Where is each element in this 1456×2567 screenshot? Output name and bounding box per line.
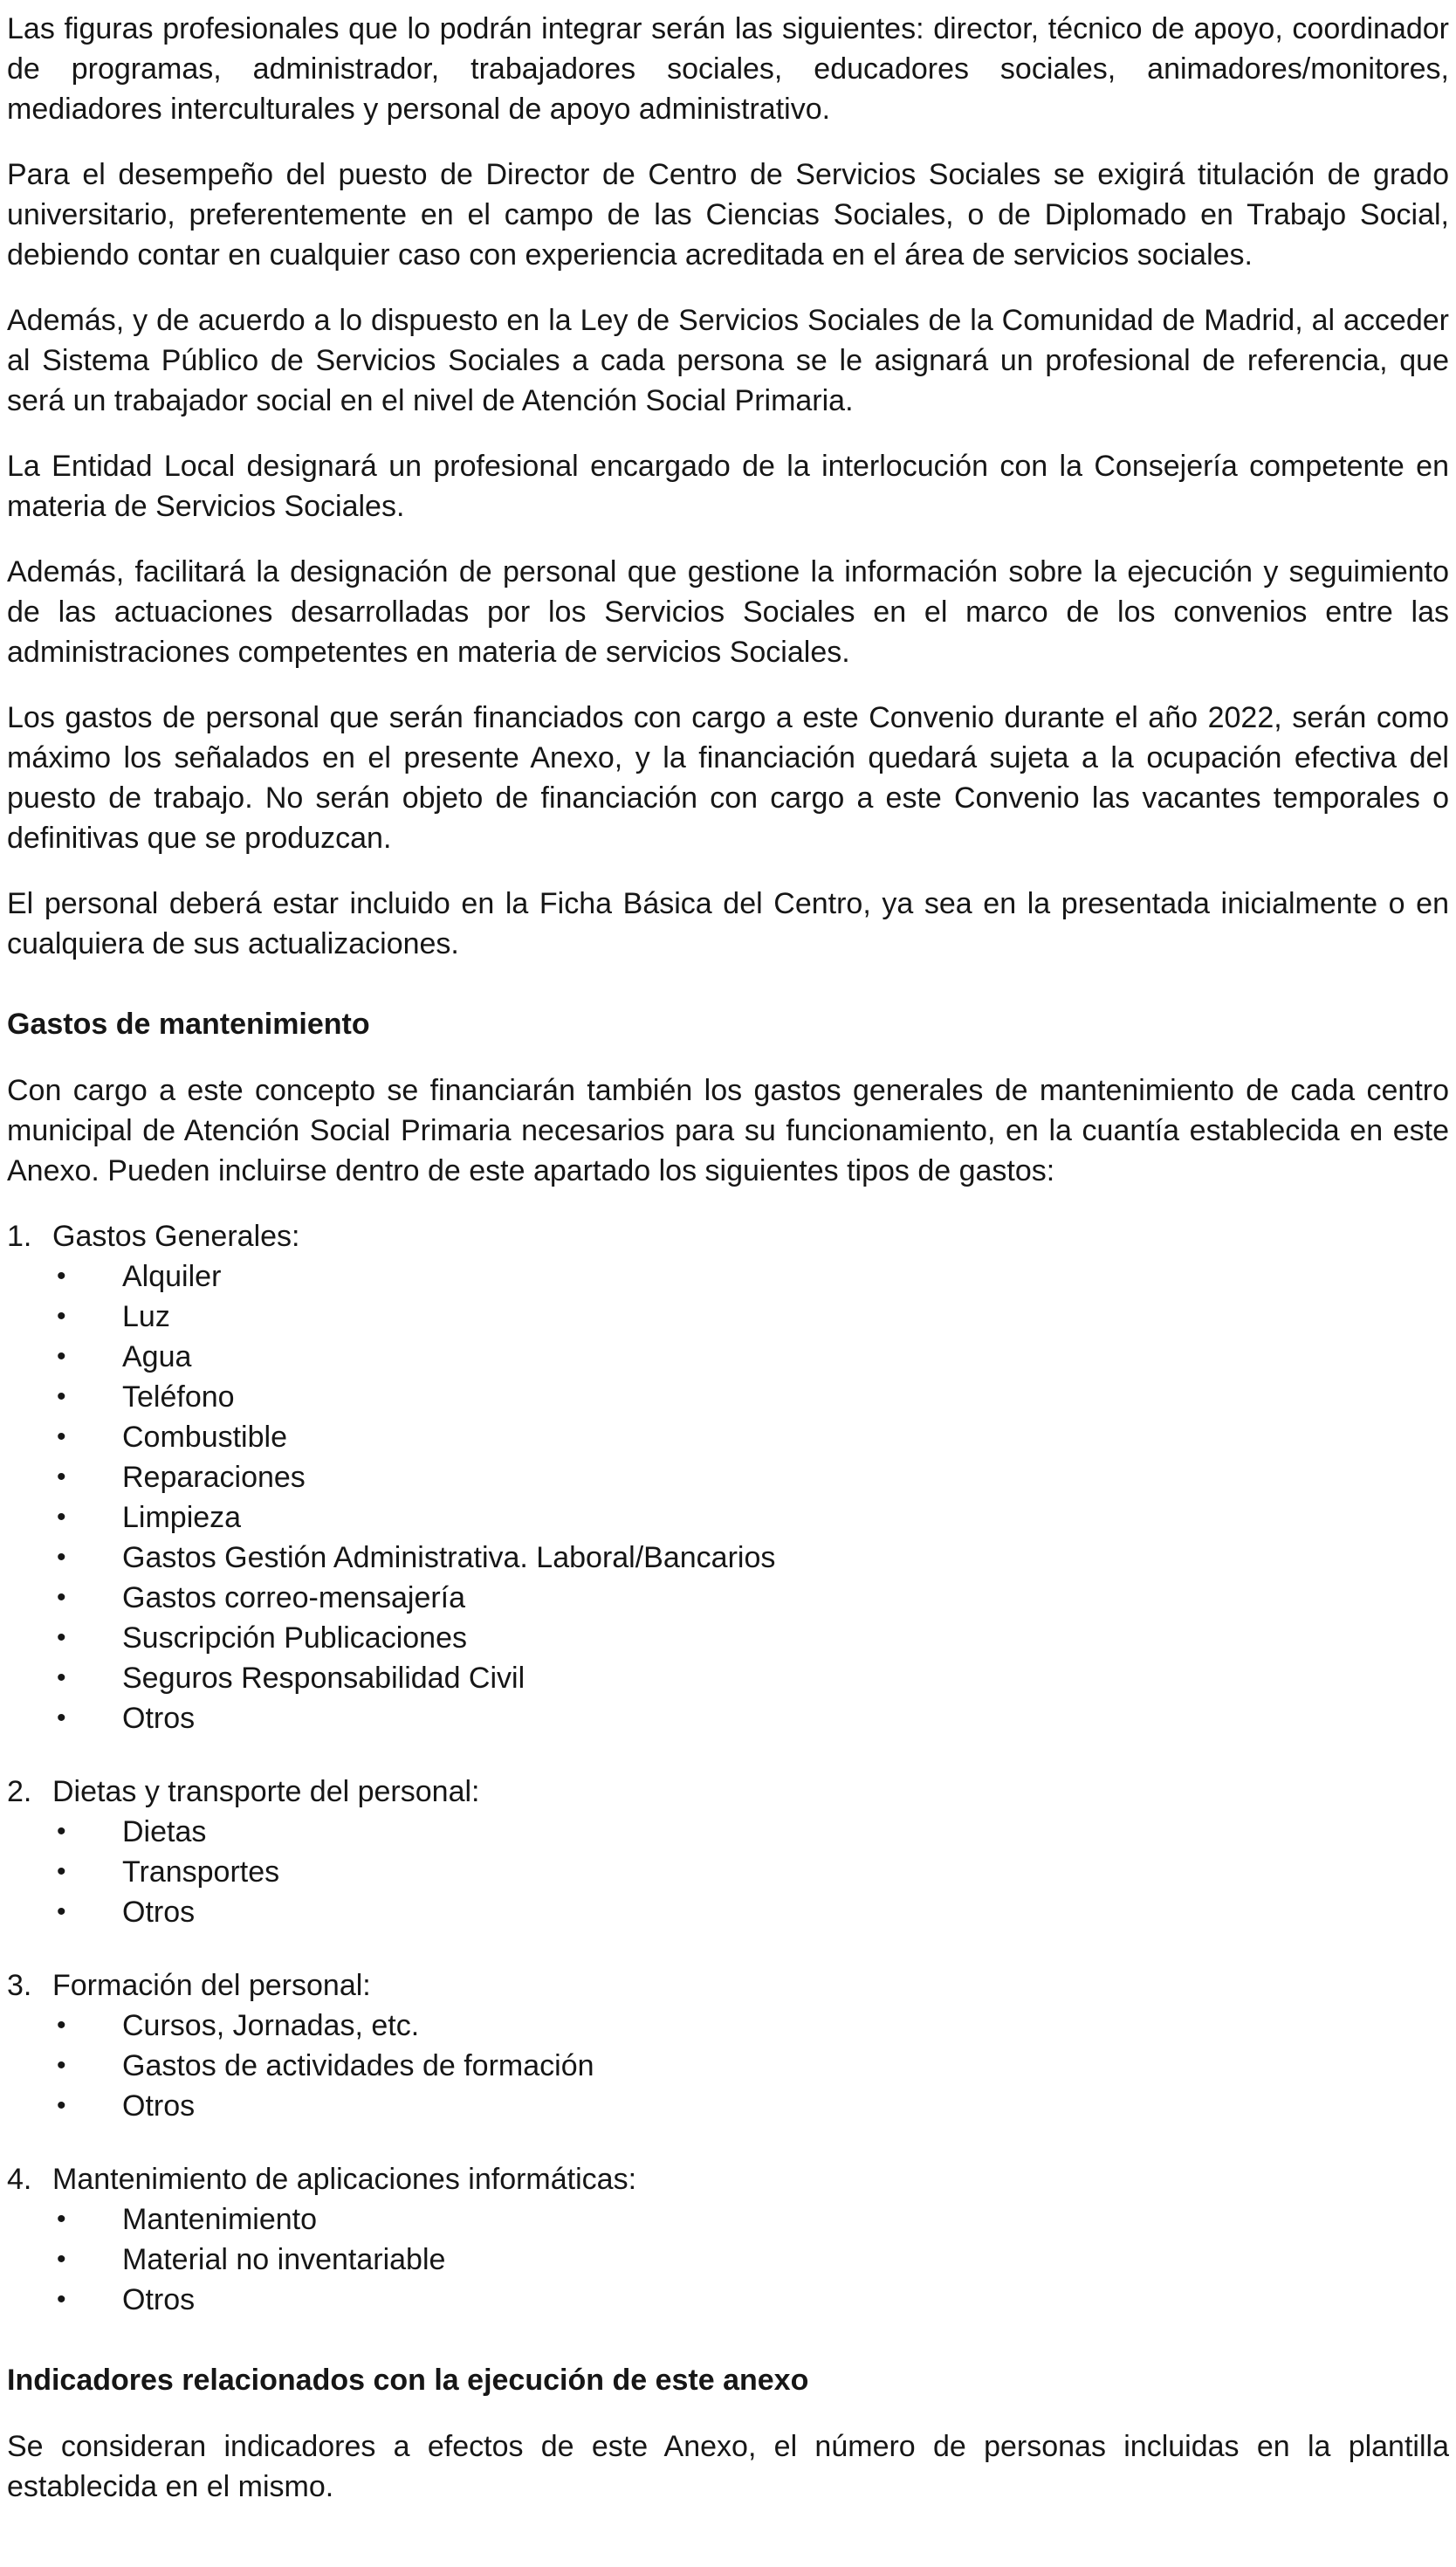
- bullet-text: Transportes: [122, 1855, 280, 1889]
- list-number: 2.: [7, 1775, 32, 1808]
- bullet-item: [57, 2280, 1449, 2320]
- bullet-text: Agua: [122, 1340, 192, 1373]
- paragraph-professional-figures: Las figuras profesionales que lo podrán integrar serán las siguientes: director, técnico de apoyo, coordinador de programas, administrador, trabajadores sociales, educadores sociales, animadores/monitores, mediadores interculturales y personal de apoyo administrativo.: [7, 12, 1449, 126]
- bullet-icon: •: [57, 1382, 66, 1411]
- bullet-item: [57, 1578, 1449, 1618]
- list-number: 4.: [7, 2163, 32, 2196]
- bullet-item: [57, 1256, 1449, 1297]
- list-label: Gastos Generales:: [52, 1220, 300, 1253]
- bullet-text: Gastos Gestión Administrativa. Laboral/Bancarios: [122, 1541, 776, 1574]
- bullet-icon: •: [57, 1897, 66, 1926]
- bullet-text: Luz: [122, 1300, 170, 1333]
- numbered-list-header: [7, 1772, 1449, 1812]
- bullet-item: [57, 1417, 1449, 1457]
- numbered-list-header: [7, 2159, 1449, 2199]
- bullet-icon: •: [57, 2205, 66, 2233]
- paragraph-reference-professional: Además, y de acuerdo a lo dispuesto en la Ley de Servicios Sociales de la Comunidad de Madrid, al acceder al Sistema Público de Servicios Sociales a cada persona se le asignará un profesional de referencia, que será un trabajador social en el nivel de Atención Social Primaria.: [7, 304, 1449, 417]
- bullet-list: [57, 2006, 1449, 2126]
- bullet-text: Otros: [122, 1702, 196, 1735]
- bullet-item: [57, 1497, 1449, 1538]
- paragraph-personnel-costs: Los gastos de personal que serán financiados con cargo a este Convenio durante el año 2022, serán como máximo los señalados en el presente Anexo, y la financiación quedará sujeta a la ocupación efectiva del puesto de trabajo. No serán objeto de financiación con cargo a este Convenio las vacantes temporales o definitivas que se produzcan.: [7, 701, 1449, 855]
- bullet-icon: •: [57, 2285, 66, 2314]
- bullet-icon: •: [57, 1623, 66, 1652]
- list-label: Formación del personal:: [52, 1969, 371, 2002]
- section-heading-gastos-mantenimiento: Gastos de mantenimiento: [7, 1008, 370, 1041]
- paragraph-ficha-basica: El personal deberá estar incluido en la Ficha Básica del Centro, ya sea en la presentada inicialmente o en cualquiera de sus actualizaciones.: [7, 887, 1449, 960]
- list-label: Mantenimiento de aplicaciones informáticas:: [52, 2163, 637, 2196]
- bullet-item: [57, 1812, 1449, 1852]
- bullet-list: [57, 2199, 1449, 2320]
- bullet-icon: •: [57, 1543, 66, 1572]
- list-number: 3.: [7, 1969, 32, 2002]
- bullet-item: [57, 2086, 1449, 2126]
- bullet-item: [57, 1658, 1449, 1698]
- numbered-list-gastos-generales: [7, 1216, 1449, 1738]
- bullet-icon: •: [57, 1342, 66, 1371]
- bullet-item: [57, 2199, 1449, 2240]
- bullet-icon: •: [57, 2245, 66, 2274]
- bullet-text: Suscripción Publicaciones: [122, 1621, 467, 1655]
- bullet-item: [57, 1892, 1449, 1932]
- bullet-text: Seguros Responsabilidad Civil: [122, 1662, 525, 1695]
- bullet-item: [57, 2046, 1449, 2086]
- paragraph-local-entity: La Entidad Local designará un profesional encargado de la interlocución con la Consejería competente en materia de Servicios Sociales.: [7, 450, 1449, 523]
- numbered-list-aplicaciones-informaticas: [7, 2159, 1449, 2320]
- bullet-text: Gastos correo-mensajería: [122, 1581, 466, 1614]
- bullet-text: Otros: [122, 2089, 196, 2123]
- bullet-icon: •: [57, 1503, 66, 1531]
- bullet-list: [57, 1812, 1449, 1932]
- bullet-icon: •: [57, 1462, 66, 1491]
- bullet-icon: •: [57, 1262, 66, 1290]
- bullet-icon: •: [57, 2011, 66, 2040]
- bullet-text: Cursos, Jornadas, etc.: [122, 2009, 420, 2042]
- bullet-text: Mantenimiento: [122, 2203, 318, 2236]
- list-label: Dietas y transporte del personal:: [52, 1775, 480, 1808]
- paragraph-maintenance-intro: Con cargo a este concepto se financiarán también los gastos generales de mantenimiento de cada centro municipal de Atención Social Primaria necesarios para su funcionamiento, en la cuantía establecida en este Anexo. Pueden incluirse dentro de este apartado los siguientes tipos de gastos:: [7, 1074, 1449, 1187]
- paragraph-director-requirements: Para el desempeño del puesto de Director de Centro de Servicios Sociales se exigirá titulación de grado universitario, preferentemente en el campo de las Ciencias Sociales, o de Diplomado en Trabajo Social, debiendo contar en cualquier caso con experiencia acreditada en el área de servicios sociales.: [7, 158, 1449, 272]
- bullet-icon: •: [57, 1583, 66, 1612]
- numbered-list-dietas-transporte: [7, 1772, 1449, 1932]
- section-heading-indicadores: Indicadores relacionados con la ejecución de este anexo: [7, 2364, 809, 2397]
- bullet-item: [57, 1297, 1449, 1337]
- bullet-text: Limpieza: [122, 1501, 242, 1534]
- bullet-text: Otros: [122, 2283, 196, 2316]
- numbered-list-header: [7, 1965, 1449, 2006]
- bullet-icon: •: [57, 2051, 66, 2080]
- bullet-item: [57, 2006, 1449, 2046]
- bullet-icon: •: [57, 1422, 66, 1451]
- list-number: 1.: [7, 1220, 32, 1253]
- bullet-text: Alquiler: [122, 1260, 222, 1293]
- bullet-list: [57, 1256, 1449, 1738]
- bullet-item: [57, 1538, 1449, 1578]
- numbered-list-formacion: [7, 1965, 1449, 2126]
- bullet-icon: •: [57, 1302, 66, 1331]
- bullet-text: Dietas: [122, 1815, 207, 1848]
- bullet-item: [57, 1337, 1449, 1377]
- bullet-item: [57, 2240, 1449, 2280]
- numbered-list-header: [7, 1216, 1449, 1256]
- bullet-item: [57, 1457, 1449, 1497]
- bullet-icon: •: [57, 2091, 66, 2120]
- bullet-text: Reparaciones: [122, 1461, 306, 1494]
- bullet-item: [57, 1618, 1449, 1658]
- bullet-text: Gastos de actividades de formación: [122, 2049, 594, 2082]
- paragraph-information-management: Además, facilitará la designación de personal que gestione la información sobre la ejecución y seguimiento de las actuaciones desarrolladas por los Servicios Sociales en el marco de los convenios entre las administraciones competentes en materia de servicios Sociales.: [7, 555, 1449, 669]
- bullet-icon: •: [57, 1817, 66, 1846]
- bullet-icon: •: [57, 1857, 66, 1886]
- paragraph-indicators-body: Se consideran indicadores a efectos de este Anexo, el número de personas incluidas en la plantilla establecida en el mismo.: [7, 2430, 1449, 2503]
- bullet-text: Otros: [122, 1896, 196, 1929]
- bullet-item: [57, 1377, 1449, 1417]
- bullet-icon: •: [57, 1663, 66, 1692]
- bullet-text: Combustible: [122, 1421, 287, 1454]
- bullet-item: [57, 1698, 1449, 1738]
- bullet-text: Material no inventariable: [122, 2243, 446, 2276]
- bullet-text: Teléfono: [122, 1380, 235, 1414]
- bullet-item: [57, 1852, 1449, 1892]
- bullet-icon: •: [57, 1703, 66, 1732]
